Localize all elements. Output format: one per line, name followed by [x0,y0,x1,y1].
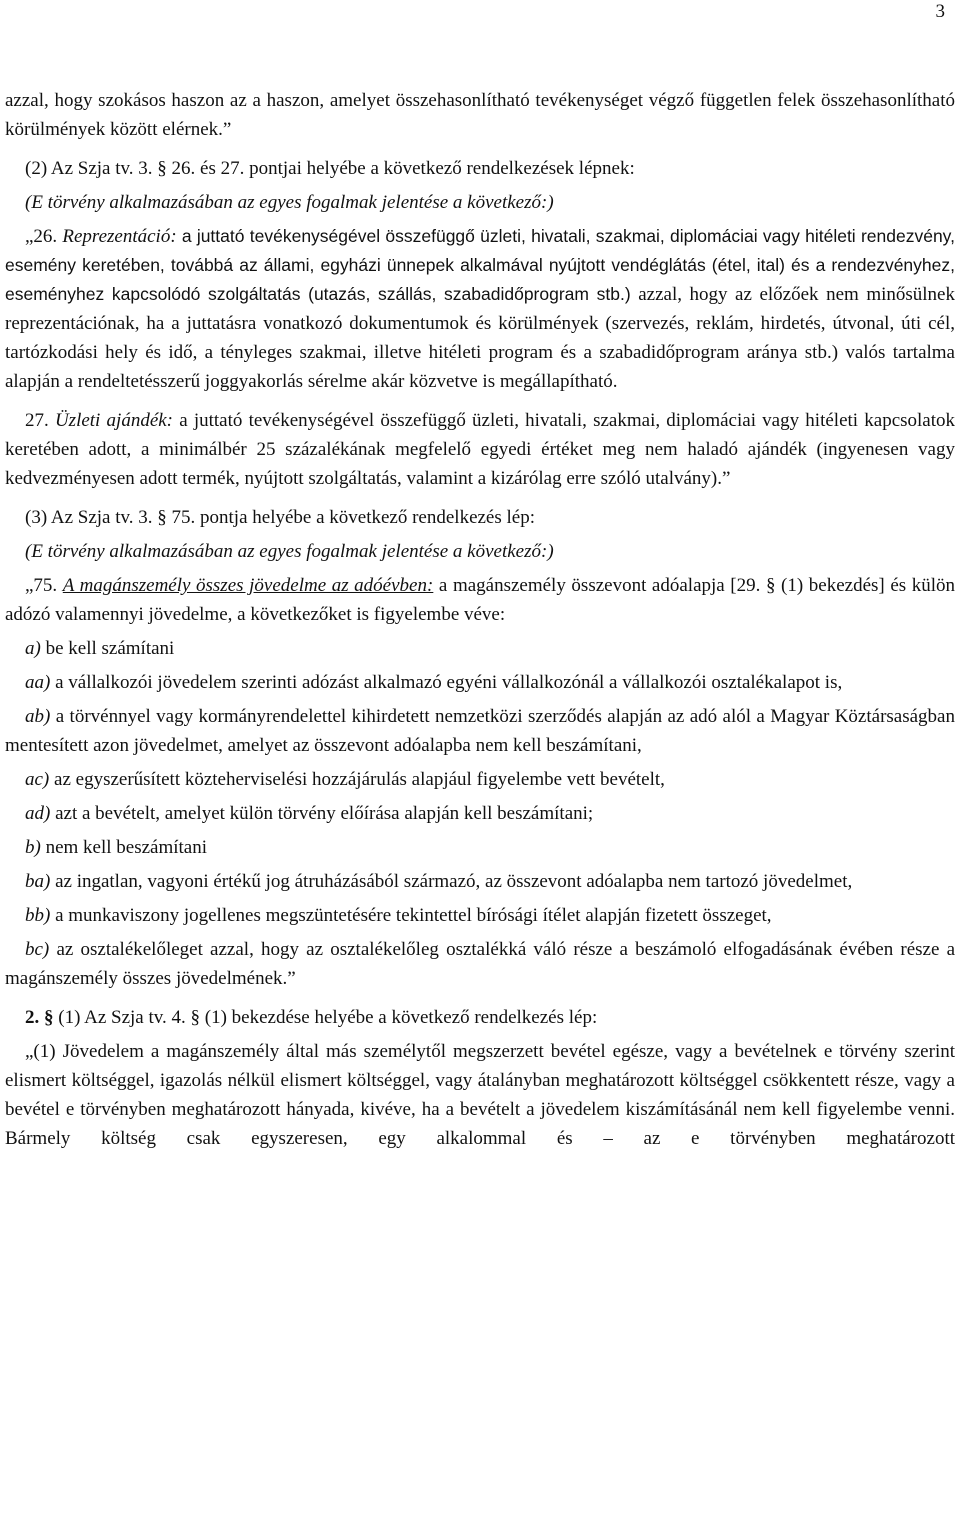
item-text: a törvénnyel vagy kormányrendelettel kihirdetett nemzetközi szerződés alapján az adó alól a Magyar Köztársaságban mentesített azon jövedelmet, amelyet az összevont adóalapba nem kell beszámítani, [5,706,955,756]
definition-term: A magánszemély összes jövedelme az adóévben: [62,575,434,596]
list-item-a [5,634,955,663]
item-label: a) [25,638,41,659]
definition-26 [5,222,955,396]
item-label: ab) [25,706,51,727]
paragraph-income-definition: „(1) Jövedelem a magánszemély által más személytől megszerzett bevétel egésze, vagy a bevételnek e törvény szerint elismert költséggel, igazolás nélkül elismert költséggel, vagy átalányban meghatározott költséggel csökkentett része, vagy a bevétel e törvényben meghatározott hányada, kivéve, ha a bevételt a jövedelem kiszámításánál nem kell figyelembe venni. Bármely költség csak egyszeresen, egy alkalommal és – az e törvényben meghatározott [5,1041,955,1149]
paragraph-amendment-2: (2) Az Szja tv. 3. § 26. és 27. pontjai helyébe a következő rendelkezések lépnek: [25,158,635,179]
item-label: bc) [25,939,50,960]
paragraph-context-1: (E törvény alkalmazásában az egyes fogalmak jelentése a következő:) [25,192,554,213]
page-number: 3 [935,1,945,22]
list-item-b [5,833,955,862]
item-label: bb) [25,905,51,926]
list-item-bc [5,935,955,993]
item-label: aa) [25,672,51,693]
definition-number: „75. [25,575,58,596]
item-text: azt a bevételt, amelyet külön törvény előírása alapján kell beszámítani; [55,803,594,824]
item-label: ad) [25,803,51,824]
definition-75 [5,571,955,629]
definition-27 [5,406,955,493]
paragraph-continuation: azzal, hogy szokásos haszon az a haszon, amelyet összehasonlítható tevékenységet végző független felek összehasonlítható körülmények között elérnek.” [5,90,955,140]
document-body [5,86,955,1153]
definition-number: „26. [25,226,58,247]
item-text: az egyszerűsített közteherviselési hozzájárulás alapjául figyelembe vett bevételt, [54,769,665,790]
item-text: az osztalékelőleget azzal, hogy az osztalékelőleg osztalékká váló része a beszámoló elfogadásának évében része a magánszemély összes jövedelmének.” [5,939,956,989]
paragraph-context-2: (E törvény alkalmazásában az egyes fogalmak jelentése a következő:) [25,541,554,562]
definition-term: Reprezentáció: [62,226,177,247]
paragraph-amendment-3: (3) Az Szja tv. 3. § 75. pontja helyébe a következő rendelkezés lép: [25,507,536,528]
definition-term: Üzleti ajándék: [54,410,174,431]
item-text: az ingatlan, vagyoni értékű jog átruházásából származó, az összevont adóalapba nem tartozó jövedelmet, [55,871,853,892]
section-text: (1) Az Szja tv. 4. § (1) bekezdése helyébe a következő rendelkezés lép: [58,1007,598,1028]
list-item-ab [5,702,955,760]
item-label: ba) [25,871,51,892]
item-text: nem kell beszámítani [45,837,208,858]
item-label: ac) [25,769,50,790]
section-2 [5,1003,955,1032]
definition-body: a juttató tevékenységével összefüggő üzleti, hivatali, szakmai, diplomáciai vagy hitéleti rendezvény, esemény keretében, továbbá az állami, egyházi ünnepek alkalmával nyújtott vendéglátás (étel, ital) és a rendezvényhez, eseményhez kapcsolódó szolgáltatás (utazás, szállás, szabadidőprogram stb.) [5,226,955,304]
item-text: a munkaviszony jogellenes megszüntetésére tekintettel bírósági ítélet alapján fizetett összeget, [55,905,772,926]
list-item-bb [5,901,955,930]
definition-number: 27. [25,410,49,431]
item-label: b) [25,837,41,858]
definition-rest: azzal, hogy az előzőek nem minősülnek reprezentációnak, ha a juttatásra vonatkozó dokumentumok és körülmények (szervezés, reklám, hirdetés, útvonal, úti cél, tartózkodási hely és idő, a tényleges szakmai, illetve hitéleti program és a szabadidőprogram aránya stb.) valós tartalma alapján a rendeltetésszerű joggyakorlás sérelme akár közvetve is megállapítható. [5,284,955,392]
definition-body: a juttató tevékenységével összefüggő üzleti, hivatali, szakmai, diplomáciai vagy hitéleti kapcsolatok keretében adott, a minimálbér 25 százalékának megfelelő egyedi értéket meg nem haladó ajándék (ingyenesen vagy kedvezményesen adott termék, nyújtott szolgáltatás, valamint a kizárólag erre szóló utalvány).” [5,410,956,489]
section-sign: § [44,1007,54,1028]
list-item-ba [5,867,955,896]
section-number: 2. [25,1007,40,1028]
list-item-aa [5,668,955,697]
list-item-ac [5,765,955,794]
list-item-ad [5,799,955,828]
item-text: a vállalkozói jövedelem szerinti adózást alkalmazó egyéni vállalkozónál a vállalkozói osztalékalapot is, [55,672,843,693]
definition-body: a magánszemély összevont adóalapja [29. § (1) bekezdés] és külön adózó valamennyi jövedelme, a következőket is figyelembe véve: [5,575,956,625]
item-text: be kell számítani [45,638,175,659]
